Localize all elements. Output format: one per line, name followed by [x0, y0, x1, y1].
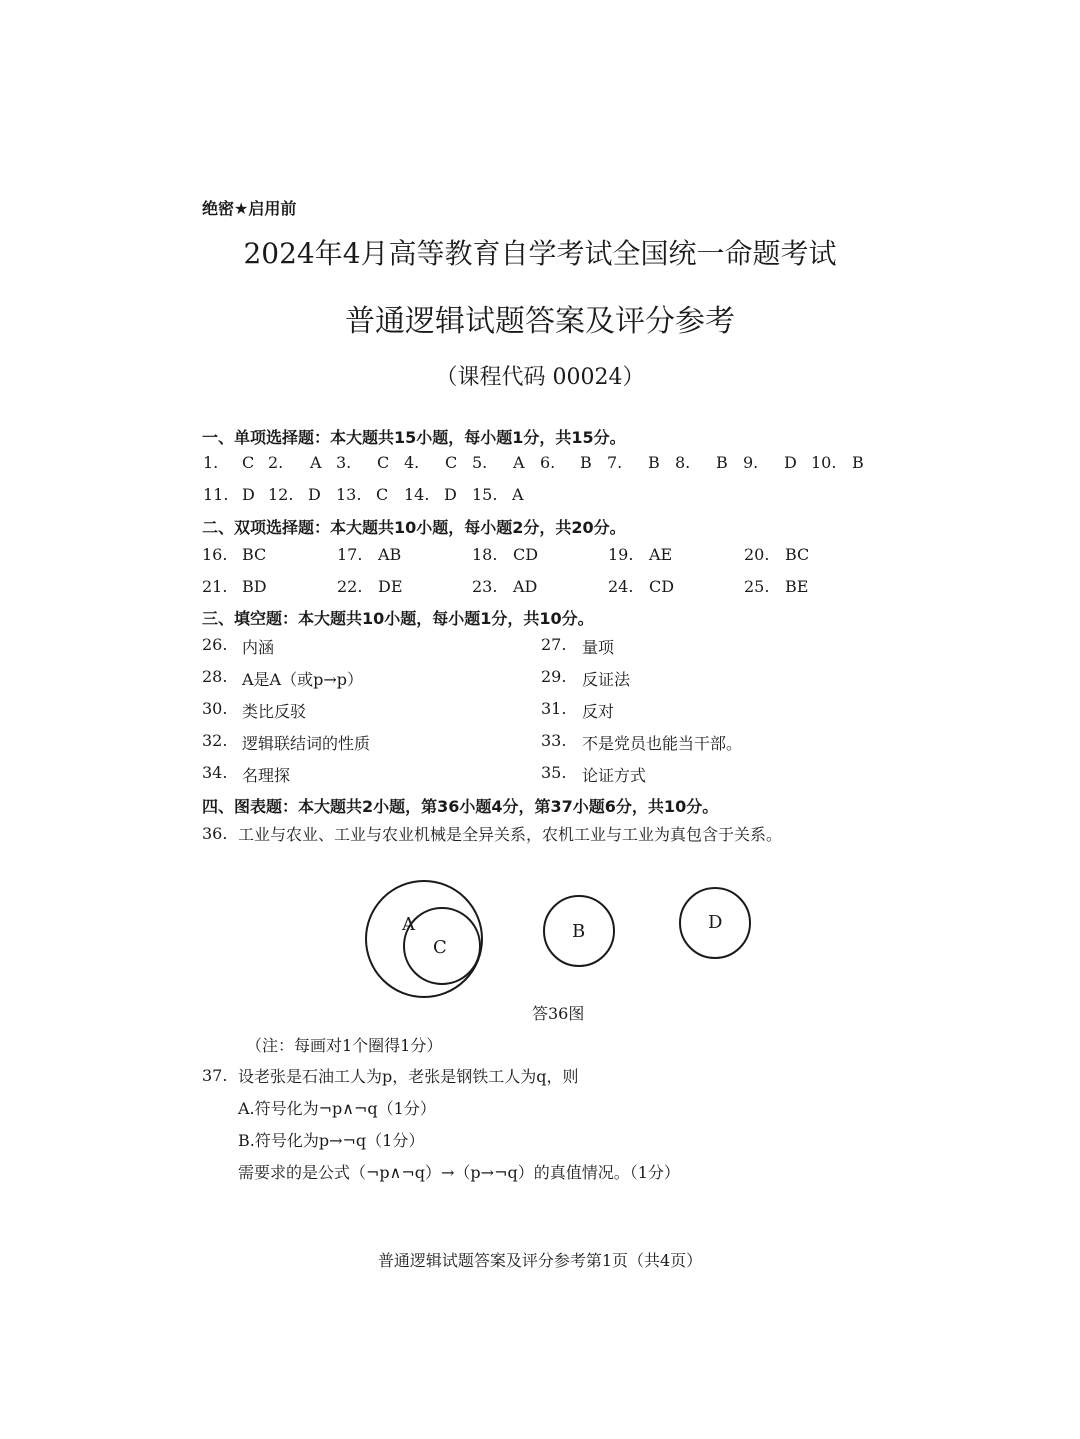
label-a: A — [402, 914, 415, 935]
section-3-heading: 三、填空题：本大题共10小题，每小题1分，共10分。 — [202, 609, 594, 628]
answer-value: B — [648, 453, 660, 472]
answer-value: BE — [785, 577, 809, 596]
answer-value: 不是党员也能当干部。 — [582, 734, 743, 753]
answer-value: BD — [242, 577, 267, 596]
answer-value: 内涵 — [242, 638, 275, 657]
answer-value: B — [580, 453, 592, 472]
answer-value: 反证法 — [582, 670, 631, 689]
answer-value: C — [445, 453, 458, 472]
section-4-heading: 四、图表题：本大题共2小题，第36小题4分，第37小题6分，共10分。 — [202, 797, 719, 816]
answer-number: 18. — [472, 545, 498, 564]
answer-value: 反对 — [582, 702, 615, 721]
answer-number: 6. — [540, 453, 556, 472]
exam-title: 2024年4月高等教育自学考试全国统一命题考试 — [243, 237, 837, 270]
answer-number: 27. — [541, 635, 567, 654]
answer-value: DE — [378, 577, 403, 596]
answer-value: AD — [513, 577, 538, 596]
answer-value: D — [242, 485, 255, 504]
answer-value: 逻辑联结词的性质 — [242, 734, 371, 753]
answer-value: A是A（或p→p） — [242, 670, 364, 689]
section-1-heading: 一、单项选择题：本大题共15小题，每小题1分，共15分。 — [202, 428, 626, 447]
answer-number: 25. — [744, 577, 770, 596]
document-title: 普通逻辑试题答案及评分参考 — [345, 304, 735, 339]
answer-number: 10. — [811, 453, 837, 472]
answer-number: 29. — [541, 667, 567, 686]
answer-value: C — [377, 453, 390, 472]
venn-diagram-36 — [350, 870, 770, 1000]
confidential-label: 绝密★启用前 — [202, 199, 297, 218]
answer-number: 3. — [336, 453, 352, 472]
answer-number: 33. — [541, 731, 567, 750]
answer-value: B — [852, 453, 864, 472]
answer-number: 14. — [404, 485, 430, 504]
question-37-intro: 设老张是石油工人为p，老张是钢铁工人为q，则 — [238, 1067, 579, 1086]
answer-number: 34. — [202, 763, 228, 782]
answer-number: 28. — [202, 667, 228, 686]
question-36-number: 36. — [202, 824, 228, 843]
answer-number: 1. — [203, 453, 219, 472]
answer-number: 21. — [202, 577, 228, 596]
course-code: （课程代码 00024） — [435, 365, 645, 390]
label-c: C — [433, 937, 447, 958]
section-2-heading: 二、双项选择题：本大题共10小题，每小题2分，共20分。 — [202, 518, 626, 537]
answer-value: A — [512, 485, 524, 504]
answer-number: 5. — [472, 453, 488, 472]
answer-value: A — [513, 453, 525, 472]
answer-value: D — [444, 485, 457, 504]
question-36-text: 工业与农业、工业与农业机械是全异关系，农机工业与工业为真包含于关系。 — [238, 825, 783, 844]
answer-number: 8. — [675, 453, 691, 472]
answer-number: 35. — [541, 763, 567, 782]
answer-value: BC — [785, 545, 810, 564]
question-37-number: 37. — [202, 1066, 228, 1085]
answer-number: 2. — [268, 453, 284, 472]
answer-value: C — [242, 453, 255, 472]
answer-number: 22. — [337, 577, 363, 596]
answer-number: 9. — [743, 453, 759, 472]
answer-value: D — [784, 453, 797, 472]
answer-value: BC — [242, 545, 267, 564]
answer-number: 19. — [608, 545, 634, 564]
answer-number: 24. — [608, 577, 634, 596]
answer-number: 16. — [202, 545, 228, 564]
answer-number: 23. — [472, 577, 498, 596]
question-37-part-b: B.符号化为p→¬q（1分） — [238, 1131, 425, 1150]
figure-caption: 答36图 — [532, 1004, 585, 1023]
answer-number: 20. — [744, 545, 770, 564]
answer-value: CD — [513, 545, 539, 564]
answer-value: D — [308, 485, 321, 504]
scoring-note: （注：每画对1个圈得1分） — [246, 1036, 443, 1055]
answer-value: 名理探 — [242, 766, 291, 785]
answer-value: A — [310, 453, 322, 472]
answer-number: 11. — [203, 485, 229, 504]
answer-number: 31. — [541, 699, 567, 718]
answer-value: AB — [378, 545, 402, 564]
label-b: B — [572, 921, 586, 942]
answer-value: AE — [649, 545, 673, 564]
answer-value: 类比反驳 — [242, 702, 307, 721]
answer-number: 17. — [337, 545, 363, 564]
answer-number: 7. — [607, 453, 623, 472]
answer-value: C — [376, 485, 389, 504]
page-footer: 普通逻辑试题答案及评分参考第1页（共4页） — [377, 1251, 703, 1270]
answer-value: 论证方式 — [582, 766, 647, 785]
question-37-formula: 需要求的是公式（¬p∧¬q）→（p→¬q）的真值情况。（1分） — [238, 1163, 680, 1182]
label-d: D — [708, 912, 723, 933]
answer-number: 26. — [202, 635, 228, 654]
question-37-part-a: A.符号化为¬p∧¬q（1分） — [238, 1099, 436, 1118]
answer-value: B — [716, 453, 728, 472]
answer-number: 12. — [268, 485, 294, 504]
answer-number: 32. — [202, 731, 228, 750]
answer-number: 13. — [336, 485, 362, 504]
answer-number: 30. — [202, 699, 228, 718]
answer-value: 量项 — [582, 638, 615, 657]
answer-number: 4. — [404, 453, 420, 472]
answer-value: CD — [649, 577, 675, 596]
answer-number: 15. — [472, 485, 498, 504]
